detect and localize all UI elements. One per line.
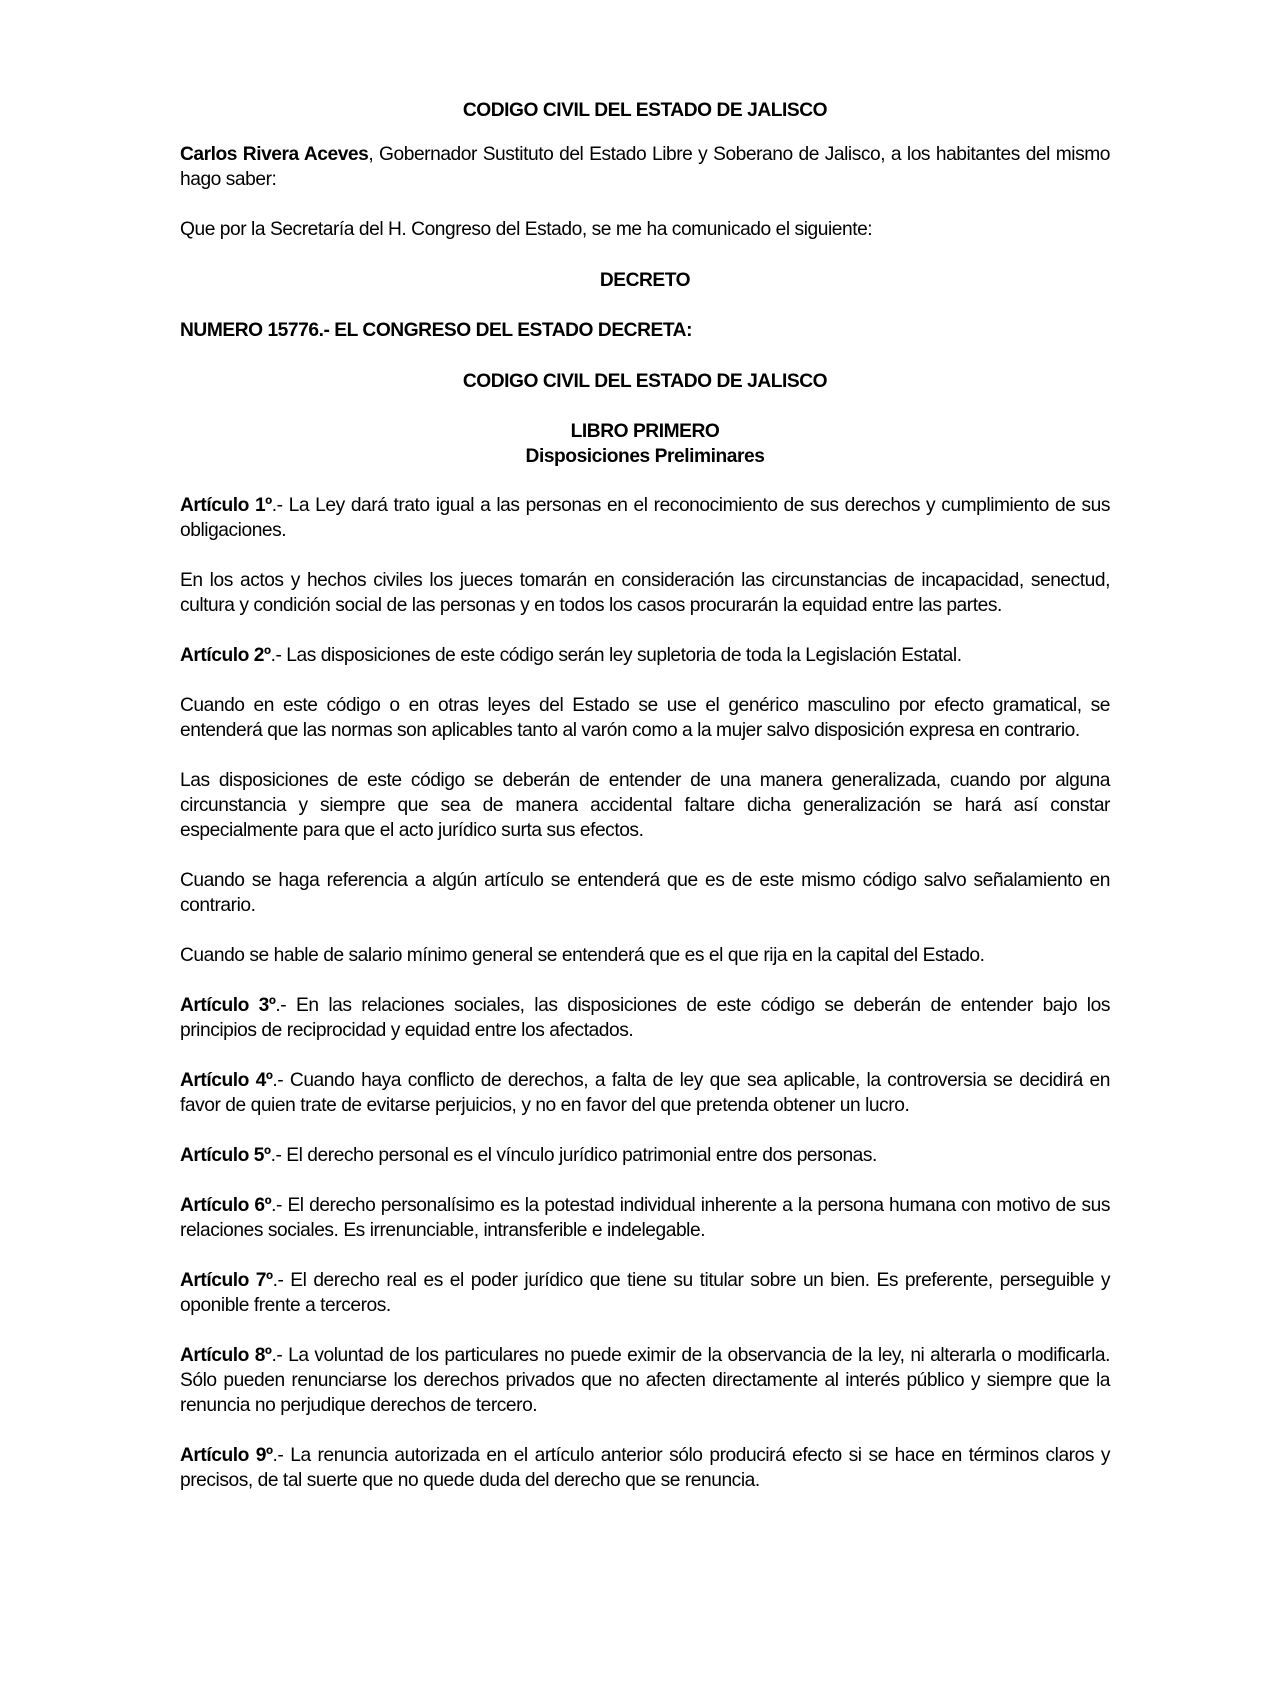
body-paragraph	[180, 693, 1110, 743]
article-paragraph	[180, 1193, 1110, 1243]
decree-number: NUMERO 15776.- EL CONGRESO DEL ESTADO DECRETA:	[180, 320, 693, 341]
paragraph-text: .- El derecho personalísimo es la potestad individual inherente a la persona humana con motivo de sus relaciones sociales. Es irrenunciable, intransferible e indelegable.	[180, 1195, 1110, 1241]
document-title: CODIGO CIVIL DEL ESTADO DE JALISCO	[462, 100, 828, 121]
article-label: Artículo 4º	[180, 1070, 273, 1091]
body-paragraph	[180, 868, 1110, 918]
body-paragraph	[180, 768, 1110, 843]
paragraph-text: .- El derecho real es el poder jurídico que tiene su titular sobre un bien. Es preferente, perseguible y oponible frente a terceros.	[180, 1270, 1110, 1316]
decreto-heading: DECRETO	[599, 270, 691, 291]
article-label: Artículo 5º	[180, 1145, 271, 1166]
article-paragraph	[180, 1268, 1110, 1318]
code-title: CODIGO CIVIL DEL ESTADO DE JALISCO	[462, 371, 828, 392]
paragraph-text: En los actos y hechos civiles los jueces tomarán en consideración las circunstancias de incapacidad, senectud, cultura y condición social de las personas y en todos los casos procurarán la equidad entre las partes.	[180, 570, 1110, 616]
paragraph-text: .- La Ley dará trato igual a las personas en el reconocimiento de sus derechos y cumplimiento de sus obligaciones.	[180, 495, 1110, 541]
article-label: Artículo 2º	[180, 645, 271, 666]
paragraph-text: .- La voluntad de los particulares no puede eximir de la observancia de la ley, ni alterarla o modificarla. Sólo pueden renunciarse los derechos privados que no afecten directamente al interés público y siempre que la renuncia no perjudique derechos de tercero.	[180, 1345, 1110, 1416]
book-heading	[180, 419, 1110, 469]
article-paragraph	[180, 1068, 1110, 1118]
paragraph-text: .- Las disposiciones de este código serán ley supletoria de toda la Legislación Estatal.	[270, 645, 962, 666]
article-label: Artículo 6º	[180, 1195, 272, 1216]
book-subtitle: Disposiciones Preliminares	[525, 446, 765, 467]
paragraph-text: Cuando se hable de salario mínimo general se entenderá que es el que rija en la capital del Estado.	[180, 945, 985, 966]
article-label: Artículo 1º	[180, 495, 272, 516]
article-paragraph	[180, 1343, 1110, 1418]
document-page	[180, 98, 1110, 1518]
intro-paragraph	[180, 142, 1110, 192]
articles-body	[180, 493, 1110, 1493]
article-label: Artículo 9º	[180, 1445, 273, 1466]
article-paragraph	[180, 493, 1110, 543]
book-title: LIBRO PRIMERO	[570, 421, 720, 442]
article-paragraph	[180, 1443, 1110, 1493]
paragraph-text: .- En las relaciones sociales, las disposiciones de este código se deberán de entender bajo los principios de reciprocidad y equidad entre los afectados.	[180, 995, 1110, 1041]
article-paragraph	[180, 643, 1110, 668]
governor-name: Carlos Rivera Aceves	[180, 144, 369, 165]
paragraph-text: Cuando en este código o en otras leyes del Estado se use el genérico masculino por efecto gramatical, se entenderá que las normas son aplicables tanto al varón como a la mujer salvo disposición expresa en contrario.	[180, 695, 1110, 741]
paragraph-text: .- La renuncia autorizada en el artículo anterior sólo producirá efecto si se hace en términos claros y precisos, de tal suerte que no quede duda del derecho que se renuncia.	[180, 1445, 1110, 1491]
body-paragraph	[180, 943, 1110, 968]
intro-text: , Gobernador Sustituto del Estado Libre y Soberano de Jalisco, a los habitantes del mismo hago saber:	[180, 144, 1110, 190]
paragraph-text: .- Cuando haya conflicto de derechos, a falta de ley que sea aplicable, la controversia se decidirá en favor de quien trate de evitarse perjuicios, y no en favor del que pretenda obtener un lucro.	[180, 1070, 1110, 1116]
communication-paragraph: Que por la Secretaría del H. Congreso del Estado, se me ha comunicado el siguiente:	[180, 219, 873, 240]
body-paragraph	[180, 568, 1110, 618]
article-label: Artículo 3º	[180, 995, 276, 1016]
article-label: Artículo 7º	[180, 1270, 273, 1291]
article-label: Artículo 8º	[180, 1345, 272, 1366]
paragraph-text: Las disposiciones de este código se deberán de entender de una manera generalizada, cuando por alguna circunstancia y siempre que sea de manera accidental faltare dicha generalización se hará así constar especialmente para que el acto jurídico surta sus efectos.	[180, 770, 1110, 841]
article-paragraph	[180, 1143, 1110, 1168]
article-paragraph	[180, 993, 1110, 1043]
paragraph-text: Cuando se haga referencia a algún artículo se entenderá que es de este mismo código salvo señalamiento en contrario.	[180, 870, 1110, 916]
paragraph-text: .- El derecho personal es el vínculo jurídico patrimonial entre dos personas.	[270, 1145, 877, 1166]
